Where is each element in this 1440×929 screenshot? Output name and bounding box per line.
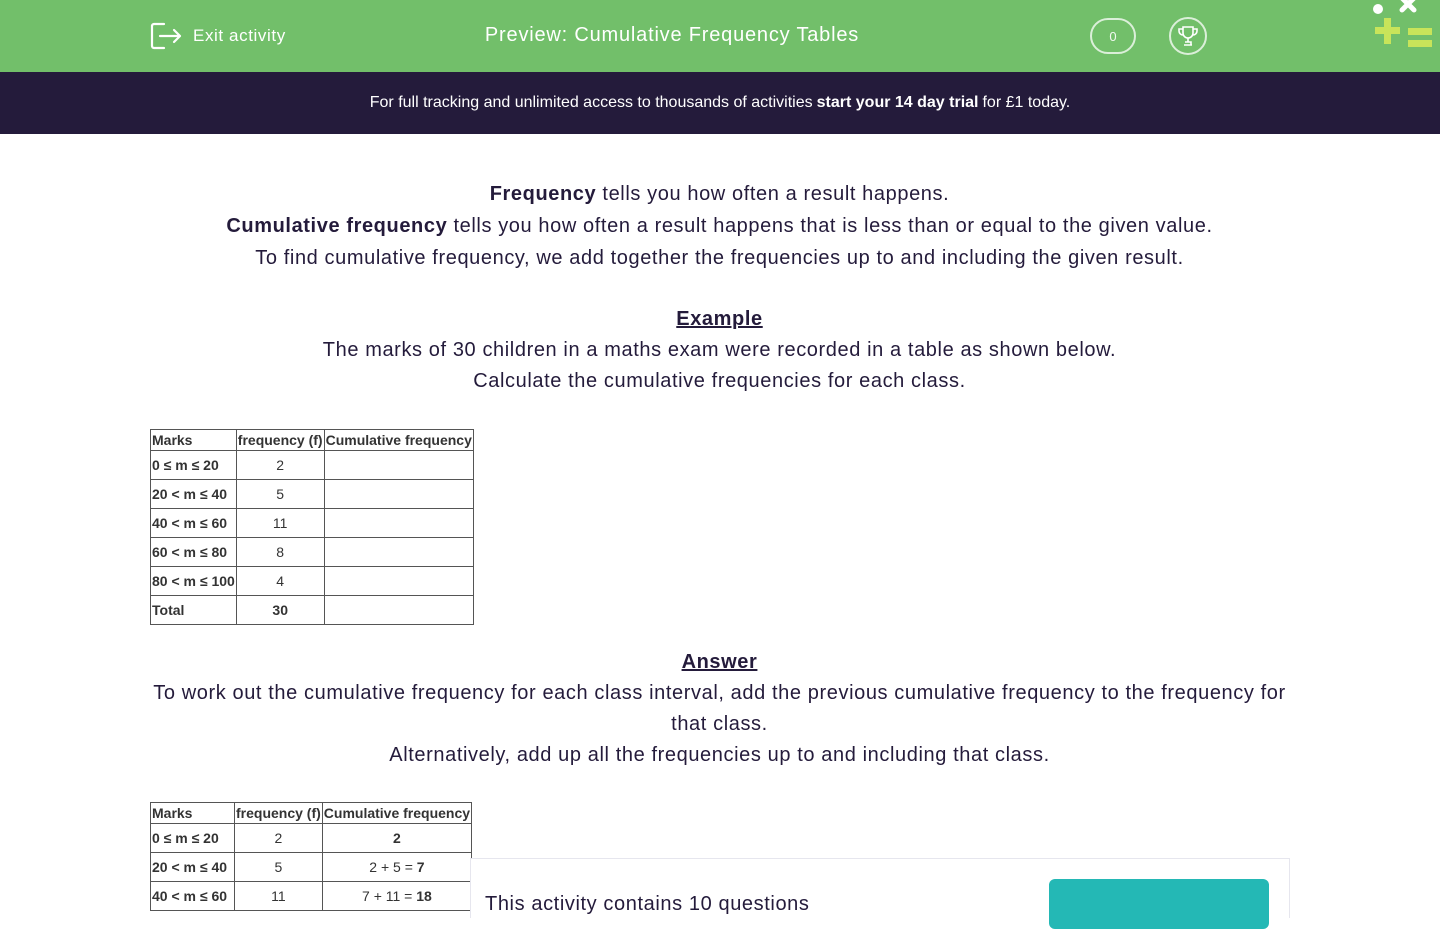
table-header-frequency: frequency (f) (235, 803, 323, 824)
trophy-button[interactable] (1169, 17, 1207, 55)
intro-line-2: Cumulative frequency tells you how often a result happens that is less than or equal to the given value. (226, 215, 1213, 237)
answer-section (150, 647, 1289, 771)
example-heading: Example (676, 308, 763, 330)
start-activity-button[interactable] (1049, 879, 1269, 929)
table-row: 60 < m ≤ 80 8 (151, 538, 474, 567)
answer-heading: Answer (681, 651, 758, 673)
table-row: 0 ≤ m ≤ 20 2 (151, 451, 474, 480)
top-bar (0, 0, 1440, 72)
table-row: 40 < m ≤ 60 11 (151, 509, 474, 538)
page-title: Preview: Cumulative Frequency Tables (484, 24, 860, 46)
answer-table (150, 802, 472, 911)
brand-logo (1368, 0, 1440, 56)
activity-card (470, 858, 1290, 918)
score-counter: 0 (1090, 18, 1136, 54)
intro-line-3: To find cumulative frequency, we add together the frequencies up to and including the given result. (255, 247, 1184, 269)
table-row: 20 < m ≤ 40 5 (151, 480, 474, 509)
example-table (150, 429, 474, 625)
table-row: 40 < m ≤ 60 11 7 + 11 = 18 (151, 882, 472, 911)
banner-text: For full tracking and unlimited access to thousands of activities (369, 94, 813, 111)
table-header-cumulative: Cumulative frequency (322, 803, 471, 824)
table-header-frequency: frequency (f) (236, 430, 324, 451)
trophy-icon (1176, 24, 1200, 48)
table-header-marks: Marks (151, 803, 235, 824)
answer-line-1: To work out the cumulative frequency for each class interval, add the previous cumulative frequency to the frequency for that class. (153, 682, 1286, 735)
example-line-2: Calculate the cumulative frequencies for each class. (473, 370, 966, 392)
table-header-cumulative: Cumulative frequency (324, 430, 473, 451)
trial-banner[interactable] (0, 72, 1440, 134)
table-row: 80 < m ≤ 100 4 (151, 567, 474, 596)
lesson-content (150, 178, 1289, 397)
answer-line-2: Alternatively, add up all the frequencies up to and including that class. (389, 744, 1050, 766)
table-row: 0 ≤ m ≤ 20 2 2 (151, 824, 472, 853)
table-total-row: Total 30 (151, 596, 474, 625)
exit-activity-label: Exit activity (193, 26, 286, 45)
table-header-marks: Marks (151, 430, 237, 451)
activity-info-text: This activity contains 10 questions (485, 893, 810, 915)
banner-trial-link[interactable]: start your 14 day trial (816, 94, 979, 111)
intro-line-1: Frequency tells you how often a result happens. (489, 183, 950, 205)
banner-text-end: for £1 today. (982, 94, 1071, 111)
example-line-1: The marks of 30 children in a maths exam were recorded in a table as shown below. (322, 339, 1117, 361)
table-row: 20 < m ≤ 40 5 2 + 5 = 7 (151, 853, 472, 882)
